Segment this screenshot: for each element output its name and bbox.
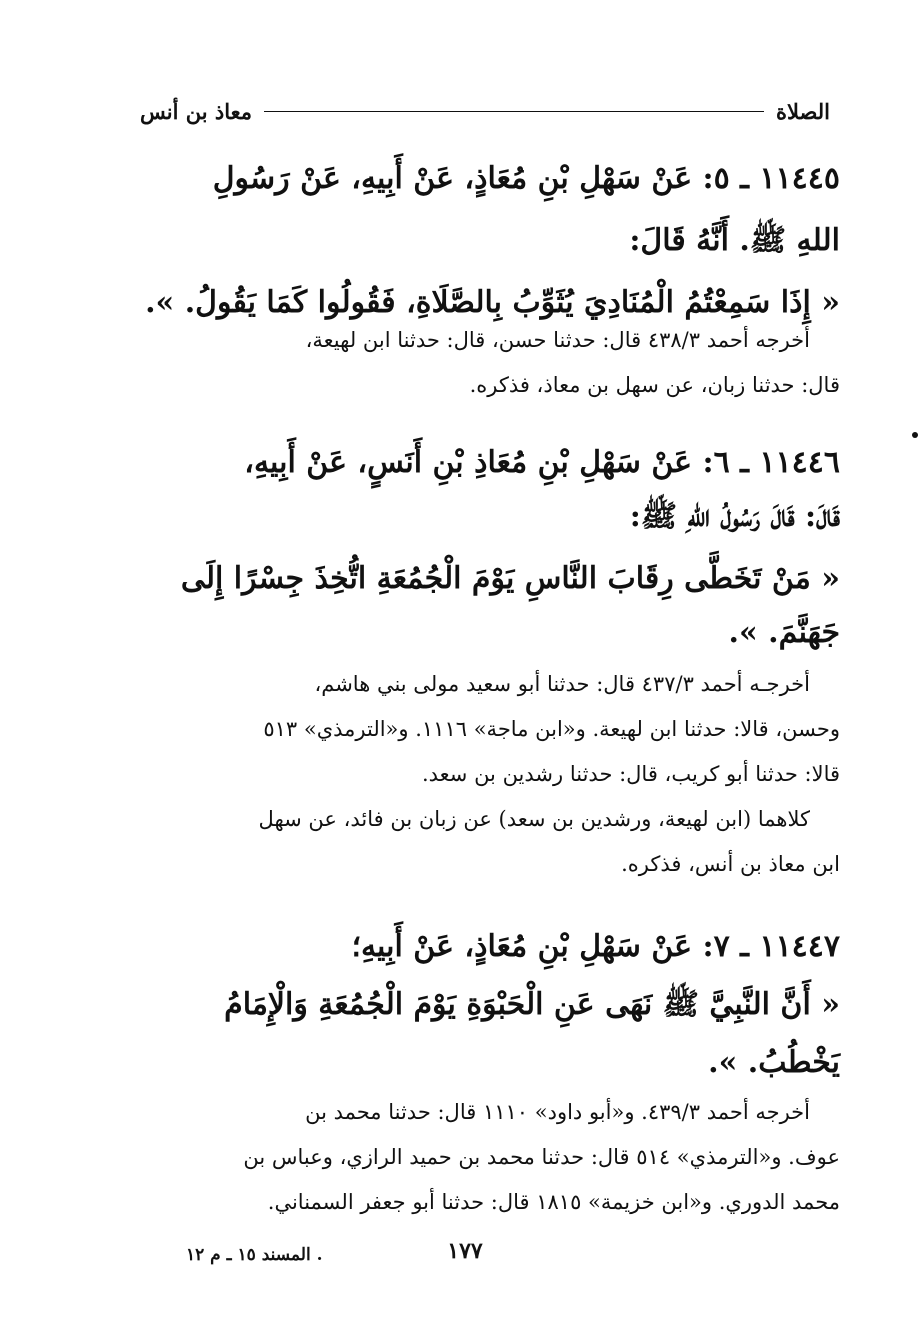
header-rule xyxy=(264,111,764,112)
chapter-title: الصلاة xyxy=(776,98,830,124)
page-number: ١٧٧ xyxy=(447,1238,483,1264)
hadith-text xyxy=(180,918,840,1092)
hadith-line: « مَنْ تَخَطَّى رِقَابَ النَّاسِ يَوْمَ الْجُمُعَةِ اتُّخِذَ جِسْرًا إِلَى xyxy=(180,561,840,596)
source-line: وحسن، قالا: حدثنا ابن لهيعة. و«ابن ماجة» ١١١٦. و«الترمذي» ٥١٣ xyxy=(263,717,840,741)
hadith-line: ١١٤٤٦ ـ ٦: عَنْ سَهْلِ بْنِ مُعَاذِ بْنِ أَنَسٍ، عَنْ أَبِيهِ، xyxy=(244,445,840,480)
hadith-line: اللهِ ﷺ. أَنَّهُ قَالَ: xyxy=(629,223,840,258)
signature-mark: . المسند ١٥ ـ م ١٢ xyxy=(186,1245,323,1265)
hadith-line: « إِذَا سَمِعْتُمُ الْمُنَادِيَ يُثَوِّبُ بِالصَّلَاةِ، فَقُولُوا كَمَا يَقُولُ. ». xyxy=(145,285,840,320)
margin-dot xyxy=(912,432,918,438)
hadith-text xyxy=(145,148,840,334)
source-line: كلاهما (ابن لهيعة، ورشدين بن سعد) عن زبان بن فائد، عن سهل xyxy=(258,807,810,831)
source-line: محمد الدوري. و«ابن خزيمة» ١٨١٥ قال: حدثنا أبو جعفر السمناني. xyxy=(267,1190,840,1214)
source-line: أخرجـه أحمد ٤٣٧/٣ قال: حدثنا أبو سعيد مولى بني هاشم، xyxy=(314,672,810,696)
source-line: عوف. و«الترمذي» ٥١٤ قال: حدثنا محمد بن حميد الرازي، وعباس بن xyxy=(243,1145,840,1169)
source-line: قالا: حدثنا أبو كريب، قال: حدثنا رشدين بن سعد. xyxy=(421,762,840,786)
running-head xyxy=(140,96,830,126)
hadith-line: ١١٤٤٧ ـ ٧: عَنْ سَهْلِ بْنِ مُعَاذٍ، عَنْ أَبِيهِ؛ xyxy=(351,929,840,964)
source-line: أخرجه أحمد ٤٣٨/٣ قال: حدثنا حسن، قال: حدثنا ابن لهيعة، xyxy=(305,328,810,352)
source-note xyxy=(180,318,840,408)
source-line: أخرجه أحمد ٤٣٩/٣. و«أبو داود» ١١١٠ قال: حدثنا محمد بن xyxy=(305,1100,810,1124)
hadith-line: قَالَ: قَالَ رَسُولُ اللهِ ﷺ: xyxy=(629,499,840,534)
source-line: قال: حدثنا زبان، عن سهل بن معاذ، فذكره. xyxy=(469,373,840,397)
section-title: معاذ بن أنس xyxy=(140,98,253,124)
source-note xyxy=(180,662,840,887)
hadith-line: « أَنَّ النَّبِيَّ ﷺ نَهَى عَنِ الْحَبْوَةِ يَوْمَ الْجُمُعَةِ وَالْإِمَامُ xyxy=(224,987,840,1022)
hadith-text xyxy=(180,436,840,660)
hadith-line: ١١٤٤٥ ـ ٥: عَنْ سَهْلِ بْنِ مُعَاذٍ، عَنْ أَبِيهِ، عَنْ رَسُولِ xyxy=(212,161,840,196)
hadith-line: جَهَنَّمَ. ». xyxy=(728,615,840,650)
source-line: ابن معاذ بن أنس، فذكره. xyxy=(621,852,840,876)
hadith-line: يَخْطُبُ. ». xyxy=(708,1045,840,1080)
source-note xyxy=(180,1090,840,1225)
